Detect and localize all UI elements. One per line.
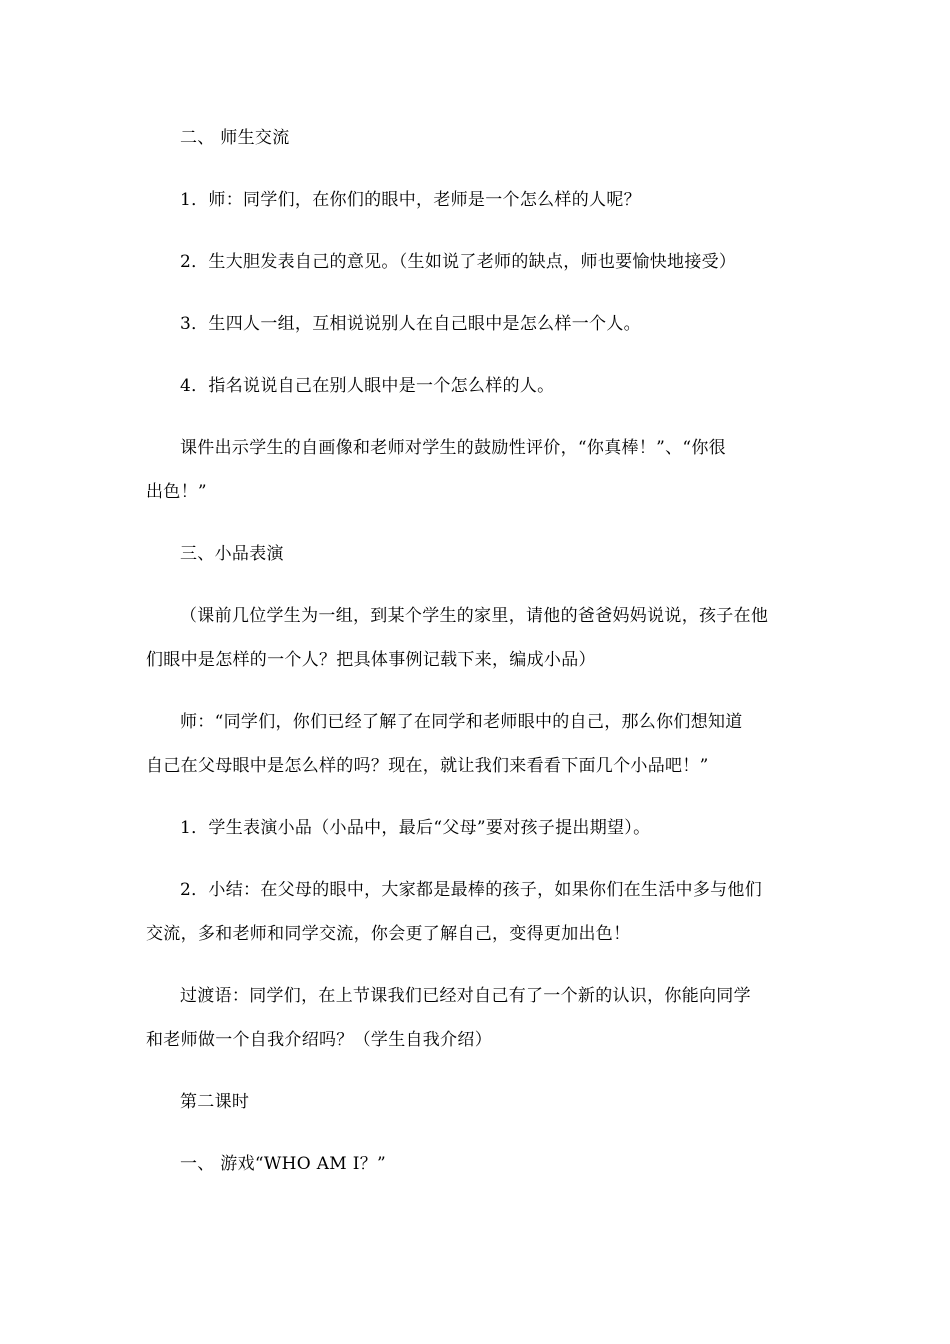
paragraph-item-3: 3．生四人一组，互相说说别人在自己眼中是怎么样一个人。 xyxy=(180,314,641,334)
paragraph-item-1: 1．师：同学们，在你们的眼中，老师是一个怎么样的人呢？ xyxy=(180,190,641,210)
section-heading-skit-performance: 三、小品表演 xyxy=(180,544,284,564)
section-heading-game-who-am-i: 一、 游戏“WHO AM I？” xyxy=(180,1154,387,1174)
paragraph-summary-line-1: 2．小结：在父母的眼中，大家都是最棒的孩子，如果你们在生活中多与他们 xyxy=(180,880,763,900)
paragraph-preparation-line-1: （课前几位学生为一组，到某个学生的家里，请他的爸爸妈妈说说，孩子在他 xyxy=(180,606,769,626)
paragraph-teacher-speech-line-1: 师：“同学们，你们已经了解了在同学和老师眼中的自己，那么你们想知道 xyxy=(180,712,743,732)
paragraph-courseware-line-1: 课件出示学生的自画像和老师对学生的鼓励性评价，“你真棒！”、“你很 xyxy=(180,438,726,458)
section-heading-teacher-student-exchange: 二、 师生交流 xyxy=(180,128,290,148)
paragraph-transition-line-1: 过渡语：同学们，在上节课我们已经对自己有了一个新的认识，你能向同学 xyxy=(180,986,751,1006)
paragraph-summary-line-2: 交流，多和老师和同学交流，你会更了解自己，变得更加出色！ xyxy=(146,924,631,944)
paragraph-item-4: 4．指名说说自己在别人眼中是一个怎么样的人。 xyxy=(180,376,555,396)
paragraph-preparation-line-2: 们眼中是怎样的一个人？把具体事例记载下来，编成小品） xyxy=(146,650,596,670)
paragraph-skit-item-1: 1．学生表演小品（小品中，最后“父母”要对孩子提出期望）。 xyxy=(180,818,651,838)
paragraph-teacher-speech-line-2: 自己在父母眼中是怎么样的吗？现在，就让我们来看看下面几个小品吧！” xyxy=(146,756,709,776)
paragraph-item-2: 2．生大胆发表自己的意见。（生如说了老师的缺点，师也要愉快地接受） xyxy=(180,252,737,272)
paragraph-courseware-line-2: 出色！” xyxy=(146,482,207,502)
paragraph-transition-line-2: 和老师做一个自我介绍吗？（学生自我介绍） xyxy=(146,1030,492,1050)
section-heading-second-lesson: 第二课时 xyxy=(180,1092,250,1112)
